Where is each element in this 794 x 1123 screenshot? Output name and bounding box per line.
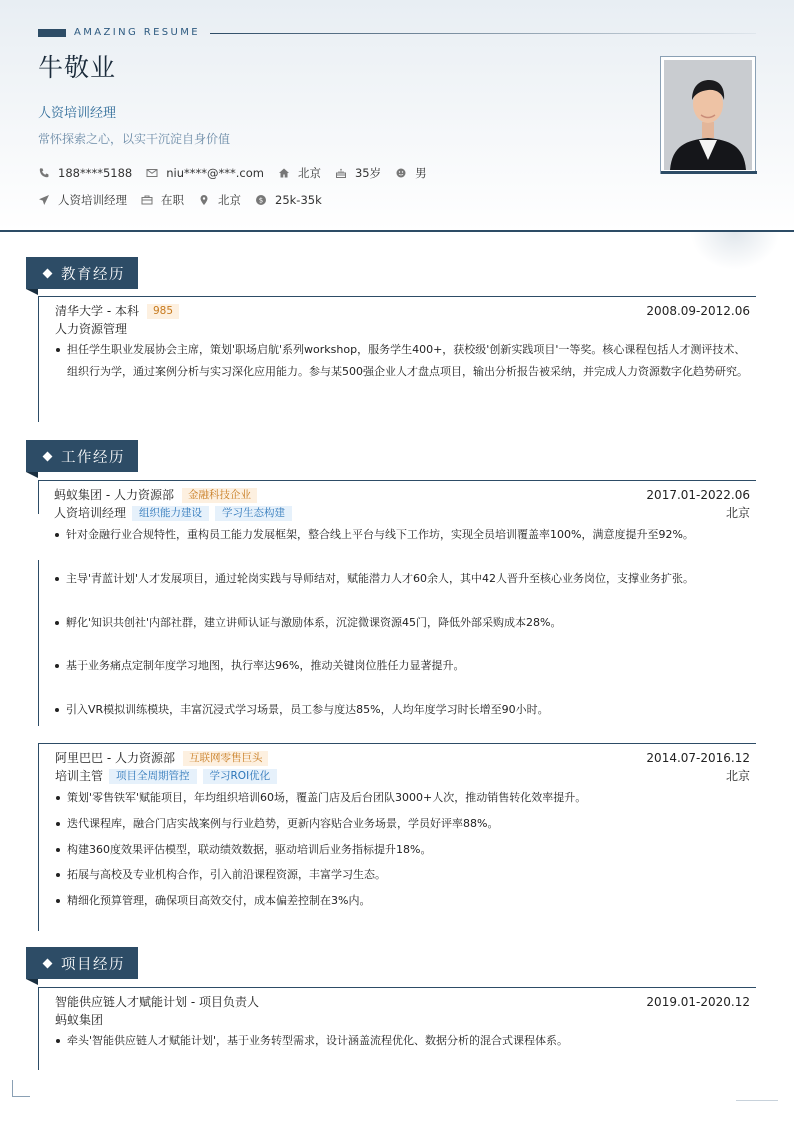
svg-text:$: $ (258, 196, 264, 205)
work-bullet: 精细化预算管理，确保项目高效交付，成本偏差控制在3%内。 (55, 890, 751, 912)
contact-row (38, 165, 441, 181)
phone-icon (38, 167, 50, 179)
header-divider (0, 230, 794, 232)
work-location: 北京 (725, 506, 750, 520)
timeline-segment (38, 648, 39, 695)
skill-tag: 项目全周期管控 (109, 769, 197, 784)
mail-icon (146, 167, 158, 179)
profile-photo-frame (660, 56, 756, 174)
intent-status: 在职 (141, 192, 184, 208)
brand-line (210, 33, 756, 34)
location-pin-icon (198, 194, 210, 206)
work-bullet: 策划'零售铁军'赋能项目，年均组织培训60场，覆盖门店及后台团队3000+人次，推动销售转化效率提升。 (55, 787, 751, 809)
section-title-education: 教育经历 (26, 257, 138, 289)
section-ribbon-tail (26, 979, 38, 985)
company-tag: 金融科技企业 (182, 488, 257, 503)
send-icon (38, 194, 50, 206)
project-date: 2019.01-2020.12 (646, 995, 750, 1009)
work-bullet: 迭代课程库，融合门店实战案例与行业趋势，更新内容贴合业务场景，学员好评率88%。 (55, 813, 751, 835)
diamond-icon (43, 451, 53, 461)
cake-icon (335, 167, 347, 179)
timeline-segment (38, 695, 39, 726)
work-bullet: 拓展与高校及专业机构合作，引入前沿课程资源，丰富学习生态。 (55, 864, 751, 886)
contact-email: niu****@***.com (146, 166, 264, 180)
education-tag: 985 (147, 304, 179, 319)
candidate-name: 牛敬业 (38, 53, 117, 82)
work-bullet: 孵化'知识共创社'内部社群，建立讲师认证与激励体系，沉淀微课资源45门，降低外部采购成本28%。 (54, 612, 750, 634)
education-entry (38, 296, 756, 422)
contact-gender: 男 (395, 165, 427, 181)
skill-tag: 学习ROI优化 (203, 769, 278, 784)
education-major: 人力资源管理 (55, 322, 128, 336)
work-entry-1 (38, 480, 756, 722)
project-entry (38, 987, 756, 1070)
project-org: 蚂蚁集团 (55, 1013, 104, 1027)
section-title-project: 项目经历 (26, 947, 138, 979)
intent-salary: $ 25k-35k (255, 193, 322, 207)
contact-home: 北京 (278, 165, 321, 181)
education-date: 2008.09-2012.06 (646, 304, 750, 318)
header-glow (690, 232, 780, 270)
project-name: 智能供应链人才赋能计划 - 项目负责人 (55, 995, 259, 1009)
work-bullet: 主导'青蓝计划'人才发展项目，通过轮岗实践与导师结对，赋能潜力人才60余人，其中42人晋升至核心业务岗位，支撑业务扩张。 (54, 568, 750, 590)
project-bullet: 牵头'智能供应链人才赋能计划'，基于业务转型需求，设计涵盖流程优化、数据分析的混合式课程体系。 (55, 1030, 751, 1052)
brand-bar (38, 29, 66, 37)
work-location: 北京 (725, 769, 750, 783)
contact-age: 35岁 (335, 165, 381, 181)
diamond-icon (43, 268, 53, 278)
timeline-segment (38, 604, 39, 648)
gender-icon (395, 167, 407, 179)
work-company: 阿里巴巴 - 人力资源部 互联网零售巨头 (55, 750, 268, 766)
section-ribbon-tail (26, 289, 38, 295)
contact-phone: 188****5188 (38, 166, 132, 180)
work-role: 人资培训经理 组织能力建设 学习生态构建 (54, 505, 292, 521)
work-bullet: 引入VR模拟训练模块，丰富沉浸式学习场景，员工参与度达85%，人均年度学习时长增至90小时。 (54, 699, 750, 721)
money-icon (255, 194, 267, 206)
briefcase-icon (141, 194, 153, 206)
work-role: 培训主管 项目全周期管控 学习ROI优化 (55, 768, 277, 784)
skill-tag: 组织能力建设 (132, 506, 209, 521)
timeline-segment (38, 560, 39, 604)
skill-tag: 学习生态构建 (215, 506, 292, 521)
work-entry-2 (38, 743, 756, 931)
work-date: 2017.01-2022.06 (646, 488, 750, 502)
work-company: 蚂蚁集团 - 人力资源部 金融科技企业 (54, 487, 257, 503)
section-ribbon-tail (26, 472, 38, 478)
work-date: 2014.07-2016.12 (646, 751, 750, 765)
education-bullet: 担任学生职业发展协会主席，策划'职场启航'系列workshop，服务学生400+，获校级'创新实践项目'一等奖。核心课程包括人才测评技术、组织行为学，通过案例分析与实习深化应用能力。参与某500强企业人才盘点项目，输出分析报告被采纳，并完成人力资源数字化趋势研究。 (55, 339, 751, 383)
education-school: 清华大学 - 本科 985 (55, 303, 179, 319)
intent-row (38, 192, 336, 208)
intent-city: 北京 (198, 192, 241, 208)
work-bullet: 基于业务痛点定制年度学习地图，执行率达96%，推动关键岗位胜任力显著提升。 (54, 655, 750, 677)
candidate-title: 人资培训经理 (38, 106, 117, 121)
work-bullet: 针对金融行业合规特性，重构员工能力发展框架，整合线上平台与线下工作坊，实现全员培训覆盖率100%，满意度提升至92%。 (54, 524, 750, 546)
brand-text: AMAZING RESUME (74, 27, 200, 38)
photo-accent-bar (661, 171, 757, 174)
diamond-icon (43, 958, 53, 968)
candidate-motto: 常怀探索之心，以实干沉淀自身价值 (38, 132, 231, 146)
home-icon (278, 167, 290, 179)
page-corner-line (736, 1100, 778, 1101)
timeline-segment (38, 480, 39, 514)
profile-photo (664, 60, 752, 170)
company-tag: 互联网零售巨头 (183, 751, 269, 766)
intent-position: 人资培训经理 (38, 192, 127, 208)
brand-row (38, 27, 756, 39)
section-title-work: 工作经历 (26, 440, 138, 472)
page-corner-mark (12, 1080, 30, 1097)
work-bullet: 构建360度效果评估模型，联动绩效数据，驱动培训后业务指标提升18%。 (55, 839, 751, 861)
